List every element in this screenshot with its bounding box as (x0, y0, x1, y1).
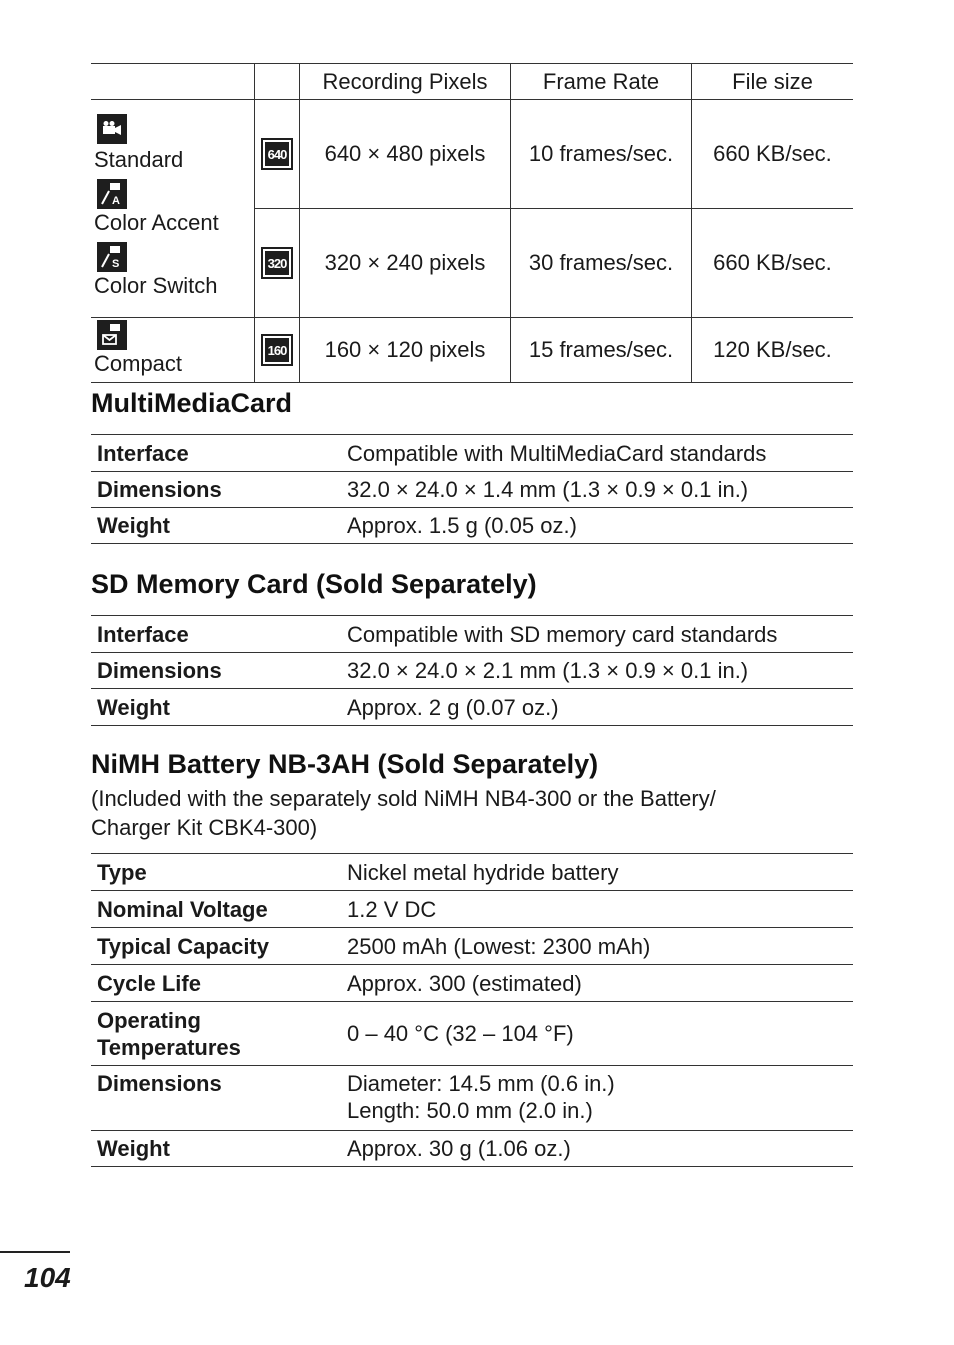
file-size-cell: 120 KB/sec. (692, 318, 854, 383)
compact-movie-icon (97, 320, 127, 350)
spec-row (91, 1131, 853, 1167)
battery-note-line-2: Charger Kit CBK4-300) (91, 815, 318, 840)
table-row (91, 318, 853, 383)
spec-key: Weight (91, 508, 341, 544)
spec-value-line-1: Diameter: 14.5 mm (0.6 in.) (347, 1071, 615, 1096)
spec-value (341, 1066, 853, 1131)
spec-key (91, 1002, 341, 1066)
color-switch-icon (97, 242, 127, 272)
spec-value: Approx. 2 g (0.07 oz.) (341, 689, 853, 726)
spec-key: Typical Capacity (91, 928, 341, 965)
spec-key: Cycle Life (91, 965, 341, 1002)
spec-value: Compatible with MultiMediaCard standards (341, 435, 853, 472)
frame-rate-cell: 10 frames/sec. (511, 100, 692, 209)
mode-label-standard: Standard (94, 147, 184, 172)
recording-pixels-cell: 160 × 120 pixels (300, 318, 511, 383)
mode-cell-standard-group (91, 100, 255, 318)
mode-label-color-accent: Color Accent (94, 210, 219, 235)
resolution-160-icon: 160 (261, 334, 293, 366)
spec-value-line-2: Length: 50.0 mm (2.0 in.) (347, 1098, 593, 1123)
spec-key: Dimensions (91, 1066, 341, 1131)
section-title-sd-memory-card: SD Memory Card (Sold Separately) (91, 569, 537, 599)
resolution-icon-cell (255, 100, 300, 209)
header-frame-rate: Frame Rate (511, 64, 692, 100)
sd-card-spec-table (91, 615, 853, 726)
battery-note-line-1: (Included with the separately sold NiMH NB4-300 or the Battery/ (91, 786, 716, 811)
recording-pixels-cell: 640 × 480 pixels (300, 100, 511, 209)
header-cell-icon (255, 64, 300, 100)
header-recording-pixels: Recording Pixels (300, 64, 511, 100)
spec-row (91, 1066, 853, 1131)
spec-value: 32.0 × 24.0 × 1.4 mm (1.3 × 0.9 × 0.1 in.) (341, 472, 853, 508)
spec-row (91, 472, 853, 508)
header-cell-mode (91, 64, 255, 100)
spec-key: Weight (91, 689, 341, 726)
spec-key: Weight (91, 1131, 341, 1167)
spec-key-line-1: Operating (97, 1007, 201, 1033)
header-file-size: File size (692, 64, 854, 100)
spec-row (91, 653, 853, 689)
svg-text:A: A (112, 195, 120, 206)
spec-key: Interface (91, 616, 341, 653)
mode-cell-compact (91, 318, 255, 383)
spec-key: Nominal Voltage (91, 891, 341, 928)
movie-mode-table (91, 63, 853, 383)
spec-value: 32.0 × 24.0 × 2.1 mm (1.3 × 0.9 × 0.1 in.) (341, 653, 853, 689)
spec-row (91, 891, 853, 928)
spec-value: Approx. 300 (estimated) (341, 965, 853, 1002)
battery-note (91, 784, 851, 842)
spec-row (91, 689, 853, 726)
spec-row (91, 928, 853, 965)
spec-value: Approx. 30 g (1.06 oz.) (341, 1131, 853, 1167)
spec-value: 0 – 40 °C (32 – 104 °F) (341, 1002, 853, 1066)
resolution-icon-cell (255, 318, 300, 383)
resolution-320-icon: 320 (261, 247, 293, 279)
file-size-cell: 660 KB/sec. (692, 209, 854, 318)
spec-key: Interface (91, 435, 341, 472)
section-title-multimediacard: MultiMediaCard (91, 388, 293, 418)
spec-key: Type (91, 854, 341, 891)
table-header-row (91, 64, 853, 100)
spec-key: Dimensions (91, 653, 341, 689)
spec-value: 2500 mAh (Lowest: 2300 mAh) (341, 928, 853, 965)
resolution-icon-cell (255, 209, 300, 318)
spec-row (91, 1002, 853, 1066)
section-title-nimh-battery: NiMH Battery NB-3AH (Sold Separately) (91, 749, 599, 779)
spec-key-line-2: Temperatures (97, 1034, 241, 1060)
battery-spec-table (91, 853, 853, 1167)
spec-value: Compatible with SD memory card standards (341, 616, 853, 653)
frame-rate-cell: 30 frames/sec. (511, 209, 692, 318)
page-number-rule (0, 1251, 70, 1253)
file-size-cell: 660 KB/sec. (692, 100, 854, 209)
spec-value: Nickel metal hydride battery (341, 854, 853, 891)
spec-row (91, 965, 853, 1002)
multimediacard-spec-table (91, 434, 853, 544)
spec-row (91, 616, 853, 653)
page-number: 104 (24, 1262, 71, 1293)
recording-pixels-cell: 320 × 240 pixels (300, 209, 511, 318)
spec-row (91, 435, 853, 472)
spec-row (91, 854, 853, 891)
spec-value: Approx. 1.5 g (0.05 oz.) (341, 508, 853, 544)
mode-label-color-switch: Color Switch (94, 273, 218, 298)
frame-rate-cell: 15 frames/sec. (511, 318, 692, 383)
table-row (91, 100, 853, 209)
spec-value: 1.2 V DC (341, 891, 853, 928)
color-accent-icon (97, 179, 127, 209)
movie-camera-icon (97, 114, 127, 144)
resolution-640-icon: 640 (261, 138, 293, 170)
spec-key: Dimensions (91, 472, 341, 508)
svg-text:S: S (112, 258, 120, 269)
mode-label-compact: Compact (94, 351, 183, 376)
spec-row (91, 508, 853, 544)
